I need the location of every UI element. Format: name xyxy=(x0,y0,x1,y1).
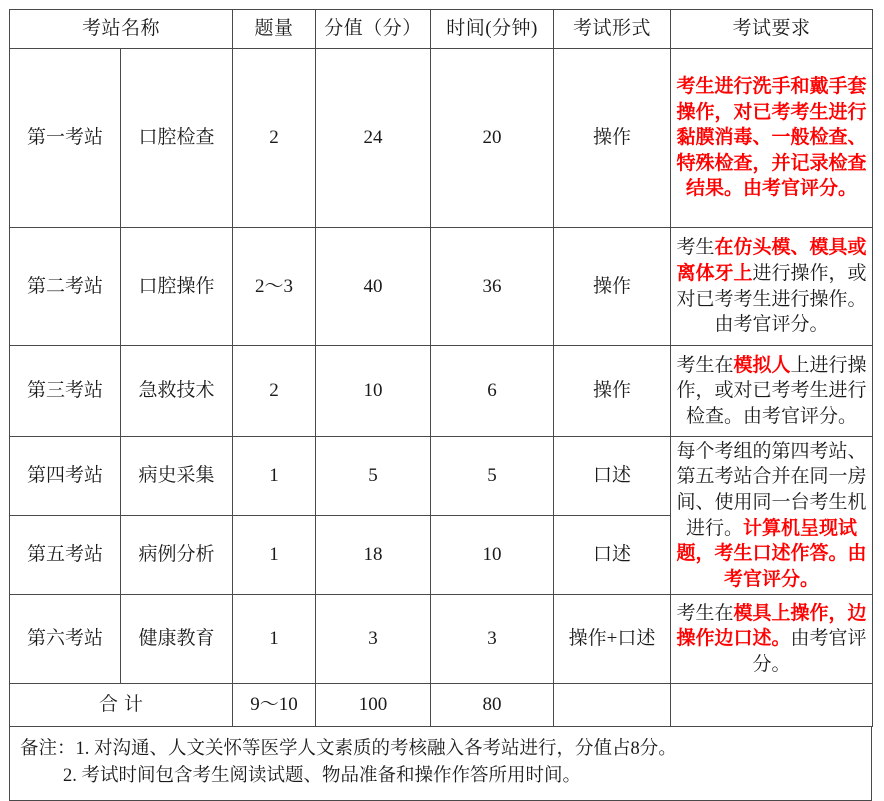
cell-time: 10 xyxy=(431,516,554,595)
column-header-exam-format: 考试形式 xyxy=(554,10,671,49)
cell-count: 2 xyxy=(233,49,316,228)
table-header xyxy=(10,10,873,49)
requirement-segment: 计算机呈现试题，考生口述作答。由考官评分。 xyxy=(676,517,867,590)
table-body xyxy=(10,49,873,727)
cell-station: 第四考站 xyxy=(10,437,121,516)
table-notes xyxy=(9,727,872,801)
column-header-time: 时间(分钟) xyxy=(431,10,554,49)
exam-station-table xyxy=(9,9,873,727)
cell-score: 10 xyxy=(316,346,431,437)
cell-name: 口腔操作 xyxy=(121,228,233,346)
cell-total-count: 9～10 xyxy=(233,684,316,727)
cell-format: 操作 xyxy=(554,346,671,437)
requirement-segment: 由考官评分。 xyxy=(752,628,867,675)
table-header-row xyxy=(10,10,873,49)
note-line-2: 2. 考试时间包含考生阅读试题、物品准备和操作作答所用时间。 xyxy=(63,765,582,786)
note-line-1: 备注：1. 对沟通、人文关怀等医学人文素质的考核融入各考站进行，分值占8分。 xyxy=(20,739,677,759)
table-total-row xyxy=(10,684,873,727)
cell-requirement-merged xyxy=(671,437,873,595)
column-header-exam-requirement: 考试要求 xyxy=(671,10,873,49)
cell-time: 5 xyxy=(431,437,554,516)
table-row xyxy=(10,595,873,684)
table-row xyxy=(10,228,873,346)
cell-format: 口述 xyxy=(554,437,671,516)
cell-requirement xyxy=(671,228,873,346)
cell-station: 第六考站 xyxy=(10,595,121,684)
cell-total-time: 80 xyxy=(431,684,554,727)
requirement-segment: 在仿头模、模具或离体牙上 xyxy=(676,237,867,284)
cell-score: 5 xyxy=(316,437,431,516)
cell-format: 口述 xyxy=(554,516,671,595)
cell-count: 1 xyxy=(233,437,316,516)
cell-score: 18 xyxy=(316,516,431,595)
table-row xyxy=(10,437,873,516)
requirement-segment: 考生进行洗手和戴手套操作，对已考考生进行黏膜消毒、一般检查、特殊检查，并记录检查结果。由考官评分。 xyxy=(676,75,867,200)
cell-time: 20 xyxy=(431,49,554,228)
cell-station: 第五考站 xyxy=(10,516,121,595)
cell-name: 健康教育 xyxy=(121,595,233,684)
cell-format: 操作 xyxy=(554,228,671,346)
requirement-segment: 模拟人 xyxy=(733,354,791,376)
cell-station: 第三考站 xyxy=(10,346,121,437)
cell-station: 第一考站 xyxy=(10,49,121,228)
cell-format: 操作+口述 xyxy=(554,595,671,684)
cell-count: 2 xyxy=(233,346,316,437)
cell-name: 病例分析 xyxy=(121,516,233,595)
requirement-segment: 模具上操作，边操作边口述。 xyxy=(676,602,867,650)
cell-total-score: 100 xyxy=(316,684,431,727)
cell-time: 36 xyxy=(431,228,554,346)
requirement-segment: 考生在 xyxy=(676,602,734,624)
cell-total-requirement xyxy=(671,684,873,727)
cell-count: 1 xyxy=(233,595,316,684)
column-header-station-name: 考站名称 xyxy=(10,10,233,49)
cell-total-format xyxy=(554,684,671,727)
cell-requirement xyxy=(671,49,873,228)
table-row xyxy=(10,346,873,437)
requirement-segment: 进行操作，或对已考考生进行操作。由考官评分。 xyxy=(676,262,867,336)
table-row xyxy=(10,49,873,228)
cell-name: 急救技术 xyxy=(121,346,233,437)
cell-score: 40 xyxy=(316,228,431,346)
requirement-segment: 考生 xyxy=(676,237,715,259)
cell-count: 1 xyxy=(233,516,316,595)
cell-name: 口腔检查 xyxy=(121,49,233,228)
cell-score: 24 xyxy=(316,49,431,228)
cell-name: 病史采集 xyxy=(121,437,233,516)
requirement-segment: 考生在 xyxy=(676,354,734,376)
column-header-score: 分值（分） xyxy=(316,10,431,49)
cell-count: 2～3 xyxy=(233,228,316,346)
cell-format: 操作 xyxy=(554,49,671,228)
cell-requirement xyxy=(671,346,873,437)
cell-requirement xyxy=(671,595,873,684)
requirement-segment: 每个考组的第四考站、第五考站合并在同一房间、使用同一台考生机进行。 xyxy=(676,440,867,539)
cell-time: 3 xyxy=(431,595,554,684)
cell-time: 6 xyxy=(431,346,554,437)
cell-score: 3 xyxy=(316,595,431,684)
column-header-question-count: 题量 xyxy=(233,10,316,49)
cell-station: 第二考站 xyxy=(10,228,121,346)
cell-total-label: 合计 xyxy=(10,684,233,727)
requirement-segment: 上进行操作，或对已考考生进行检查。由考官评分。 xyxy=(676,354,867,427)
